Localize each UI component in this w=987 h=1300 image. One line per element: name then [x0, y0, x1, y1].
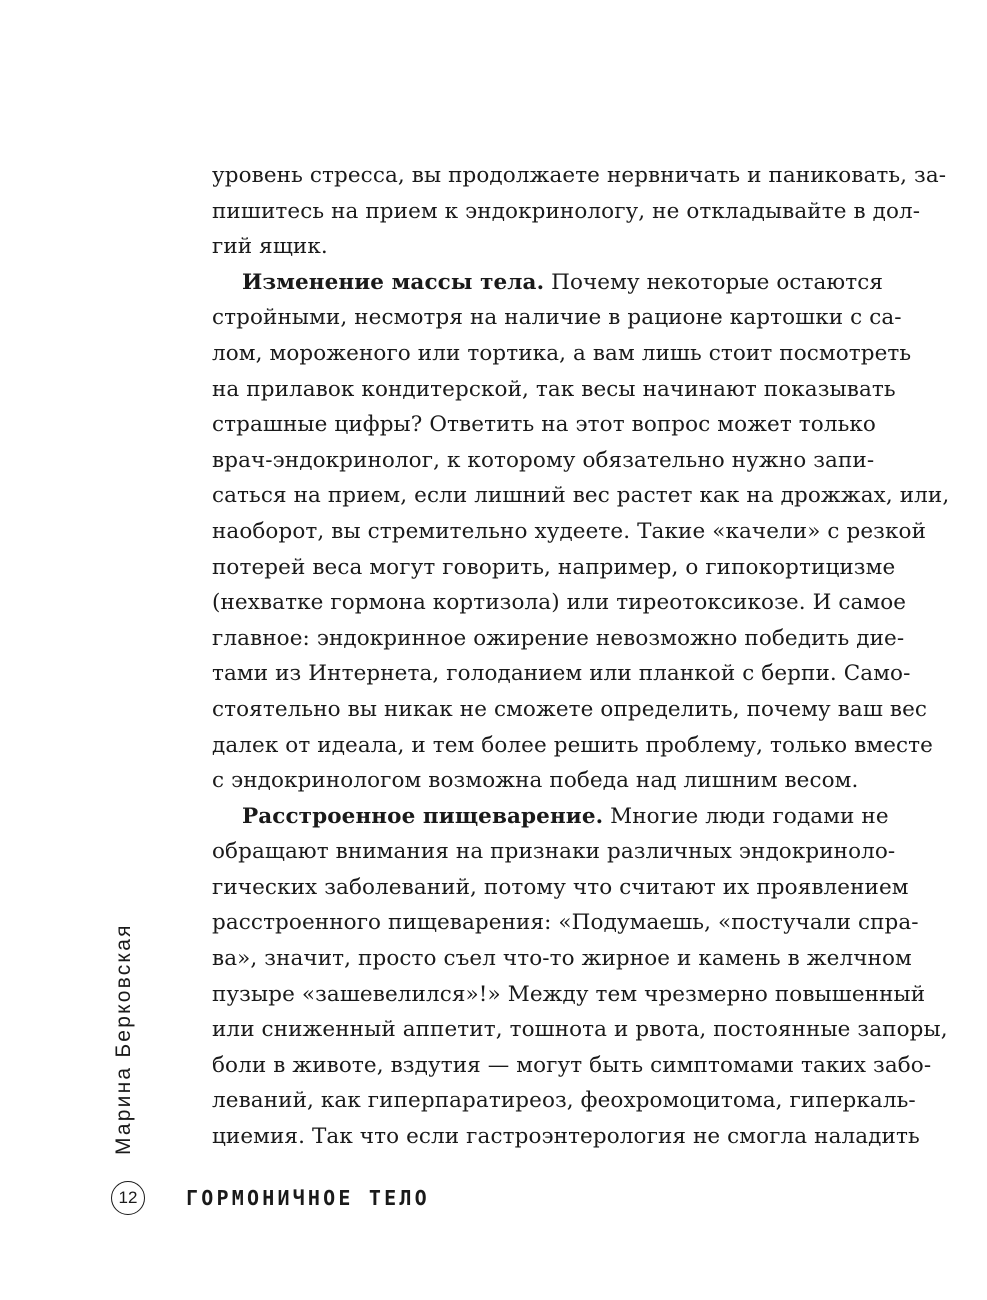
text-line: расстроенного пищеварения: «Подумаешь, «постучали спра-	[212, 910, 919, 936]
text-line: на прилавок кондитерской, так весы начинают показывать	[212, 376, 896, 402]
text-line: циемия. Так что если гастроэнтерология не смогла наладить	[212, 1124, 920, 1150]
text-line: гических заболеваний, потому что считают их проявлением	[212, 874, 909, 900]
body-text	[212, 158, 950, 1155]
text-line: тами из Интернета, голоданием или планкой с берпи. Само-	[212, 661, 911, 687]
author-name: Марина Берковская	[112, 923, 135, 1155]
paragraph-first-line	[212, 799, 889, 835]
text-line: леваний, как гиперпаратиреоз, феохромоцитома, гиперкаль-	[212, 1088, 916, 1114]
page-number: 12	[111, 1181, 145, 1215]
text-line: главное: эндокринное ожирение невозможно победить дие-	[212, 625, 905, 651]
text-line: саться на прием, если лишний вес растет как на дрожжах, или,	[212, 483, 950, 509]
text-line: с эндокринологом возможна победа над лишним весом.	[212, 768, 859, 794]
paragraph-text: Почему некоторые остаются	[544, 269, 884, 295]
text-line: уровень стресса, вы продолжаете нервничать и паниковать, за-	[212, 163, 947, 188]
text-line: стоятельно вы никак не сможете определить, почему ваш вес	[212, 696, 928, 722]
text-line: гий ящик.	[212, 234, 328, 260]
text-line: (нехватке гормона кортизола) или тиреотоксикозе. И самое	[212, 590, 907, 616]
paragraph-heading: Расстроенное пищеварение.	[242, 803, 604, 829]
paragraph-text: Многие люди годами не	[603, 803, 889, 829]
text-line: стройными, несмотря на наличие в рационе картошки с са-	[212, 305, 902, 331]
text-line: ва», значит, просто съел что-то жирное и камень в желчном	[212, 946, 912, 972]
text-line: наоборот, вы стремительно худеете. Такие «качели» с резкой	[212, 518, 927, 544]
text-line: обращают внимания на признаки различных эндокриноло-	[212, 839, 896, 865]
text-line: пишитесь на прием к эндокринологу, не откладывайте в дол-	[212, 198, 921, 224]
text-line: врач-эндокринолог, к которому обязательно нужно запи-	[212, 447, 875, 473]
text-line: боли в животе, вздутия — могут быть симптомами таких забо-	[212, 1052, 932, 1078]
paragraph-heading: Изменение массы тела.	[242, 269, 545, 295]
text-line: страшные цифры? Ответить на этот вопрос может только	[212, 412, 876, 438]
paragraph-first-line	[212, 265, 884, 301]
text-line: потерей веса могут говорить, например, о гипокортицизме	[212, 554, 896, 580]
text-line: или сниженный аппетит, тошнота и рвота, постоянные запоры,	[212, 1017, 948, 1043]
text-line: лом, мороженого или тортика, а вам лишь стоит посмотреть	[212, 340, 912, 366]
text-line: пузыре «зашевелился»!» Между тем чрезмерно повышенный	[212, 981, 926, 1007]
text-line: далек от идеала, и тем более решить проблему, только вместе	[212, 732, 933, 758]
running-title: ГОРМОНИЧНОЕ ТЕЛО	[186, 1186, 430, 1210]
